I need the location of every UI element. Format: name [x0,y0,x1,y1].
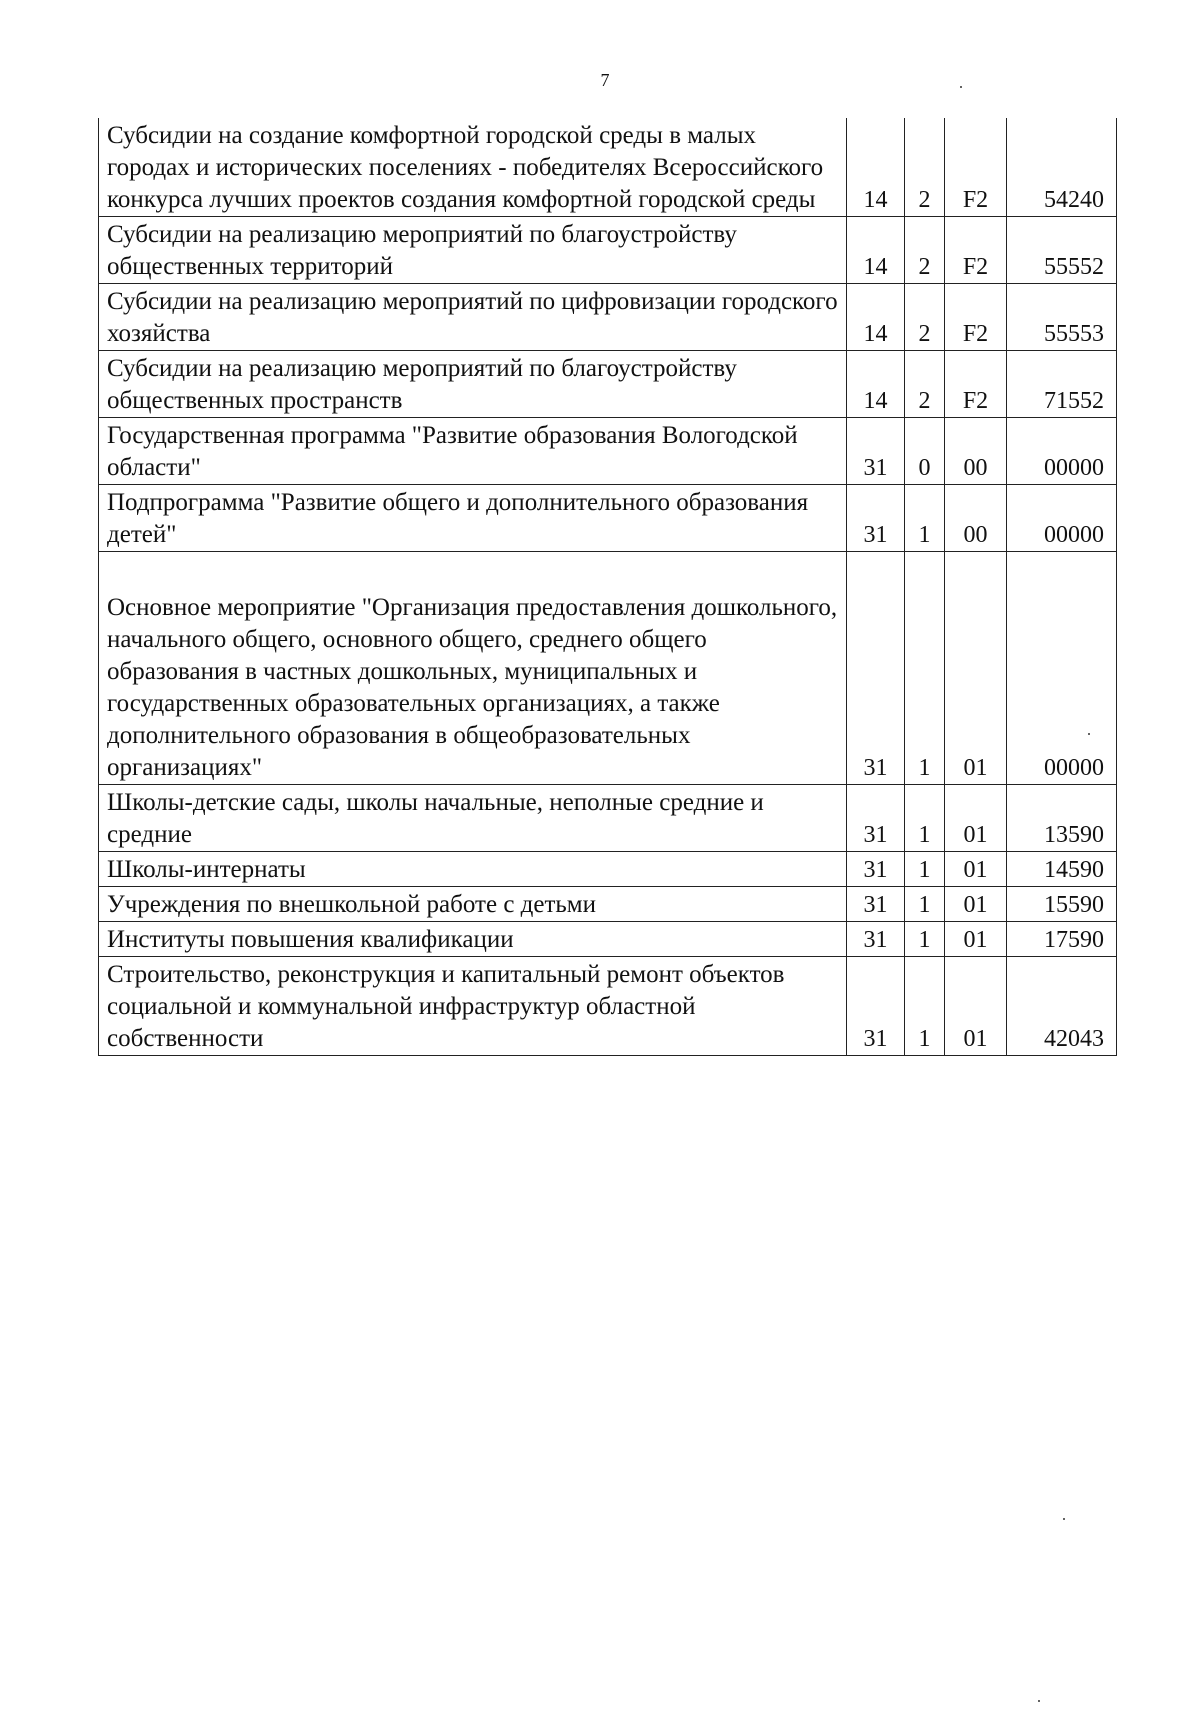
row-name: Учреждения по внешкольной работе с детьми [99,887,847,922]
code-cell: 31 [847,957,905,1056]
code-cell: 1 [905,957,945,1056]
code-cell: 1 [905,887,945,922]
table-row [99,852,1117,887]
code-cell: 2 [905,351,945,418]
code-cell: F2 [945,284,1007,351]
code-cell: 31 [847,852,905,887]
budget-classification-table [98,118,1117,1056]
code-cell: 00000 [1007,485,1117,552]
code-cell: 1 [905,922,945,957]
row-name: Субсидии на реализацию мероприятий по благоустройству общественных пространств [99,351,847,418]
code-cell: 1 [905,485,945,552]
table-row [99,418,1117,485]
table-row [99,552,1117,785]
table-row [99,118,1117,217]
code-cell: 31 [847,785,905,852]
row-name: Школы-детские сады, школы начальные, неполные средние и средние [99,785,847,852]
row-name: Субсидии на реализацию мероприятий по благоустройству общественных территорий [99,217,847,284]
code-cell: 1 [905,852,945,887]
row-name: Строительство, реконструкция и капитальный ремонт объектов социальной и коммунальной инфраструктур областной собственности [99,957,847,1056]
table-row [99,887,1117,922]
table-row [99,217,1117,284]
code-cell: 31 [847,485,905,552]
row-name: Субсидии на реализацию мероприятий по цифровизации городского хозяйства [99,284,847,351]
table-row [99,785,1117,852]
row-name: Институты повышения квалификации [99,922,847,957]
code-cell: 0 [905,418,945,485]
row-name: Основное мероприятие "Организация предоставления дошкольного, начального общего, основного общего, среднего общего образования в частных дошкольных, муниципальных и государственных образовательных организациях, а также дополнительного образования в общеобразовательных организациях" [99,552,847,785]
code-cell: 01 [945,922,1007,957]
row-name: Подпрограмма "Развитие общего и дополнительного образования детей" [99,485,847,552]
code-cell: 55553 [1007,284,1117,351]
code-cell: 54240 [1007,118,1117,217]
code-cell: 15590 [1007,887,1117,922]
code-cell: 2 [905,217,945,284]
row-name: Школы-интернаты [99,852,847,887]
code-cell: F2 [945,217,1007,284]
code-cell: 31 [847,887,905,922]
code-cell: 14 [847,217,905,284]
code-cell: 00 [945,418,1007,485]
table-row [99,351,1117,418]
code-cell: 14590 [1007,852,1117,887]
code-cell: 71552 [1007,351,1117,418]
code-cell: 2 [905,118,945,217]
code-cell: 14 [847,118,905,217]
table-row [99,957,1117,1056]
scan-speck [1063,1518,1065,1520]
row-name: Субсидии на создание комфортной городской среды в малых городах и исторических поселениях - победителях Всероссийского конкурса лучших проектов создания комфортной городской среды [99,118,847,217]
code-cell: F2 [945,351,1007,418]
code-cell: 00000 [1007,552,1117,785]
code-cell: 31 [847,418,905,485]
code-cell: 01 [945,552,1007,785]
code-cell: 01 [945,852,1007,887]
code-cell: 17590 [1007,922,1117,957]
table-row [99,485,1117,552]
scan-speck [960,86,962,88]
row-name: Государственная программа "Развитие образования Вологодской области" [99,418,847,485]
code-cell: 42043 [1007,957,1117,1056]
code-cell: 1 [905,785,945,852]
code-cell: 14 [847,351,905,418]
table-row [99,284,1117,351]
code-cell: 14 [847,284,905,351]
code-cell: 13590 [1007,785,1117,852]
code-cell: 2 [905,284,945,351]
code-cell: 00 [945,485,1007,552]
code-cell: 31 [847,922,905,957]
code-cell: 1 [905,552,945,785]
code-cell: 01 [945,957,1007,1056]
code-cell: 01 [945,785,1007,852]
scan-speck [1038,1700,1040,1702]
code-cell: 00000 [1007,418,1117,485]
code-cell: 31 [847,552,905,785]
table-row [99,922,1117,957]
code-cell: 55552 [1007,217,1117,284]
code-cell: F2 [945,118,1007,217]
code-cell: 01 [945,887,1007,922]
page-number: 7 [600,70,610,90]
